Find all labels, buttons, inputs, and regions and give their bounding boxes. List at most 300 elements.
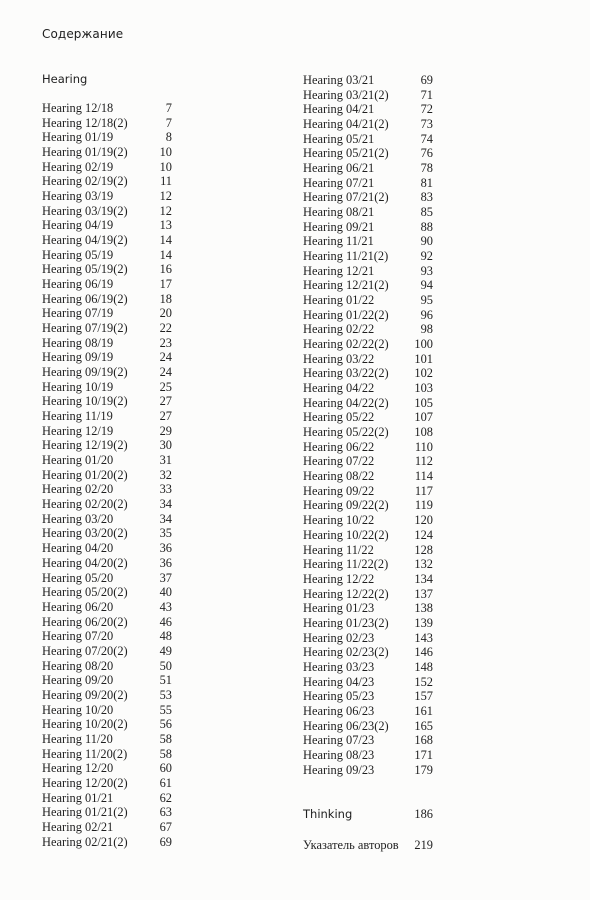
toc-entry-page: 31 [159,453,172,468]
toc-entry[interactable] [303,234,433,249]
toc-entry-page: 134 [414,571,433,586]
toc-entry-page: 35 [159,526,172,541]
toc-entry-title: Hearing 11/19 [42,409,113,424]
toc-entry-page: 24 [159,350,172,365]
toc-entry[interactable] [303,176,433,191]
toc-entry-title: Hearing 11/21(2) [303,249,389,264]
toc-entry-page: 53 [159,687,172,702]
toc-entry-title: Hearing 04/22 [303,381,375,396]
toc-entry[interactable] [303,205,433,220]
toc-entry[interactable] [42,761,172,776]
toc-entry[interactable] [42,277,172,292]
toc-entry-title: Hearing 06/19(2) [42,291,128,306]
toc-entry-page: 72 [420,102,433,117]
toc-entry-title: Hearing 05/21 [303,131,375,146]
toc-entry-page: 157 [414,689,433,704]
toc-entry-thinking[interactable] [303,807,433,822]
toc-entry-page: 128 [414,542,433,557]
toc-entry-page: 92 [420,249,433,264]
toc-entry-page: 219 [414,838,433,852]
toc-entry[interactable] [42,791,172,806]
toc-entry-page: 143 [414,630,433,645]
toc-entry[interactable] [42,189,172,204]
toc-entry[interactable] [42,673,172,688]
toc-entry-title: Hearing 10/19(2) [42,394,128,409]
toc-entry[interactable] [303,146,433,161]
toc-entry-page: 49 [159,643,172,658]
toc-entry-page: 132 [414,557,433,572]
toc-entry[interactable] [42,703,172,718]
toc-entry[interactable] [303,601,433,616]
toc-entry-page: 74 [420,131,433,146]
toc-entry-page: 81 [420,175,433,190]
toc-entry[interactable] [303,660,433,675]
toc-entry-page: 73 [420,117,433,132]
toc-entry[interactable] [303,498,433,513]
toc-entry-page: 179 [414,762,433,777]
toc-entry-page: 98 [420,322,433,337]
toc-entry[interactable] [303,381,433,396]
toc-entry-title: Hearing 01/22(2) [303,307,389,322]
toc-entry-title: Hearing 04/21(2) [303,117,389,132]
toc-entry-page: 36 [159,555,172,570]
toc-entry[interactable] [42,747,172,762]
toc-entry-page: 112 [414,454,433,469]
toc-entry-page: 10 [159,145,172,160]
toc-entry[interactable] [303,454,433,469]
toc-entry-title: Hearing 05/20 [42,570,114,585]
toc-entry-title: Hearing 09/19(2) [42,365,128,380]
toc-entry[interactable] [303,572,433,587]
toc-entry-page: 34 [159,511,172,526]
toc-entry[interactable] [303,543,433,558]
toc-column-right [303,73,433,777]
toc-entry-title: Hearing 12/22 [303,571,375,586]
toc-entry[interactable] [303,264,433,279]
toc-entry-page: 101 [414,351,433,366]
toc-entry-title: Hearing 12/18(2) [42,115,128,130]
toc-entry-title: Hearing 02/19(2) [42,174,128,189]
toc-entry-title: Hearing 10/19 [42,379,114,394]
page-header: Содержание [42,27,124,41]
toc-entry-title: Hearing 11/20(2) [42,746,128,761]
toc-entry-title: Hearing 01/19(2) [42,145,128,160]
toc-entry[interactable] [303,631,433,646]
toc-entry[interactable] [42,365,172,380]
toc-entry-title: Hearing 01/21 [42,790,114,805]
toc-entry[interactable] [303,763,433,778]
toc-entry-title: Hearing 02/22 [303,322,375,337]
toc-entry[interactable] [42,204,172,219]
toc-entry[interactable] [303,190,433,205]
toc-entry[interactable] [42,174,172,189]
toc-entry-title: Hearing 07/19 [42,306,114,321]
toc-entry[interactable] [42,233,172,248]
toc-entry[interactable] [303,645,433,660]
toc-entry[interactable] [303,161,433,176]
toc-entry-title: Hearing 05/19 [42,247,114,262]
toc-entry[interactable] [42,541,172,556]
toc-entry-page: 48 [159,629,172,644]
toc-entry-page: 105 [414,395,433,410]
toc-entry-page: 29 [159,423,172,438]
toc-entry-page: 119 [414,498,433,513]
toc-entry-page: 107 [414,410,433,425]
toc-entry-page: 25 [159,379,172,394]
toc-entry-title: Hearing 01/20 [42,453,114,468]
toc-entry[interactable] [303,117,433,132]
toc-entry-page: 138 [414,601,433,616]
toc-entry[interactable] [303,440,433,455]
toc-entry-page: 51 [159,673,172,688]
toc-entry-title: Hearing 12/21 [303,263,375,278]
toc-entry-title: Hearing 04/21 [303,102,375,117]
toc-entry-title: Hearing 09/21 [303,219,375,234]
toc-entry-authors-index[interactable] [303,838,433,853]
toc-entry[interactable] [303,689,433,704]
toc-entry[interactable] [303,425,433,440]
toc-entry-page: 120 [414,513,433,528]
toc-entry[interactable] [303,616,433,631]
toc-entry[interactable] [42,130,172,145]
toc-entry[interactable] [303,587,433,602]
toc-entry[interactable] [42,116,172,131]
toc-entry-page: 102 [414,366,433,381]
toc-entry-title: Hearing 07/19(2) [42,321,128,336]
toc-entry-title: Hearing 01/20(2) [42,467,128,482]
toc-entry-page: 96 [420,307,433,322]
toc-entry-title: Hearing 09/22(2) [303,498,389,513]
toc-entry-page: 71 [420,87,433,102]
toc-entry[interactable] [42,453,172,468]
toc-entry-page: 34 [159,497,172,512]
toc-entry-title: Hearing 03/23 [303,659,375,674]
toc-entry-title: Hearing 09/20 [42,673,114,688]
toc-entry[interactable] [42,805,172,820]
toc-entry-title: Hearing 03/20(2) [42,526,128,541]
toc-entry-page: 58 [159,746,172,761]
toc-entry[interactable] [42,526,172,541]
toc-entry[interactable] [303,132,433,147]
toc-entry[interactable] [42,482,172,497]
toc-entry[interactable] [42,438,172,453]
toc-entry-title: Hearing 04/22(2) [303,395,389,410]
toc-entry[interactable] [303,337,433,352]
toc-entry-page: 18 [159,291,172,306]
toc-entry-title: Hearing 05/19(2) [42,262,128,277]
toc-entry[interactable] [42,717,172,732]
toc-entry-page: 46 [159,614,172,629]
toc-entry[interactable] [42,571,172,586]
toc-entry-title: Hearing 06/22 [303,439,375,454]
toc-entry-page: 30 [159,438,172,453]
toc-entry[interactable] [42,688,172,703]
toc-entry-title: Hearing 09/20(2) [42,687,128,702]
toc-entry-title: Hearing 07/21 [303,175,375,190]
toc-entry[interactable] [303,675,433,690]
toc-entry[interactable] [42,497,172,512]
toc-entry-page: 61 [159,775,172,790]
toc-entry-page: 165 [414,718,433,733]
toc-entry-page: 69 [159,834,172,849]
toc-entry-page: 24 [159,365,172,380]
toc-entry[interactable] [303,528,433,543]
toc-entry-title: Hearing 01/23(2) [303,615,389,630]
toc-entry-page: 100 [414,337,433,352]
toc-entry-title: Hearing 03/21(2) [303,87,389,102]
toc-entry-page: 43 [159,599,172,614]
toc-entry-title: Hearing 04/19 [42,218,114,233]
toc-entry-title: Hearing 03/22 [303,351,375,366]
toc-entry-title: Hearing 12/20(2) [42,775,128,790]
toc-entry[interactable] [42,321,172,336]
toc-entry[interactable] [303,366,433,381]
toc-entry-page: 146 [414,645,433,660]
toc-entry[interactable] [303,484,433,499]
toc-entry[interactable] [303,410,433,425]
toc-entry-title: Hearing 03/19 [42,189,114,204]
toc-entry-title: Hearing 02/23(2) [303,645,389,660]
toc-entry-title: Hearing 08/20 [42,658,114,673]
toc-entry-page: 27 [159,394,172,409]
toc-entry-page: 62 [159,790,172,805]
toc-entry[interactable] [42,835,172,850]
toc-entry-page: 124 [414,527,433,542]
toc-entry-title: Hearing 11/22(2) [303,557,389,572]
toc-entry-title: Hearing 10/22(2) [303,527,389,542]
toc-entry[interactable] [42,306,172,321]
section-title-hearing: Hearing [42,72,88,86]
toc-entry-title: Hearing 02/21 [42,819,114,834]
toc-entry[interactable] [303,73,433,88]
toc-entry-title: Hearing 11/21 [303,234,374,249]
toc-entry-title: Hearing 05/21(2) [303,146,389,161]
toc-entry-title: Hearing 02/21(2) [42,834,128,849]
toc-entry-title: Hearing 02/23 [303,630,375,645]
toc-entry[interactable] [42,585,172,600]
toc-entry-title: Hearing 02/20 [42,482,114,497]
toc-entry-page: 7 [165,101,172,115]
toc-entry-page: 88 [420,219,433,234]
toc-entry[interactable] [42,218,172,233]
toc-entry-title: Hearing 02/19 [42,159,114,174]
toc-entry-page: 50 [159,658,172,673]
toc-entry-title: Hearing 11/22 [303,542,374,557]
toc-entry[interactable] [303,469,433,484]
toc-entry-page: 56 [159,717,172,732]
toc-entry-title: Hearing 06/23(2) [303,718,389,733]
toc-entry-title: Hearing 10/22 [303,513,375,528]
toc-entry[interactable] [42,101,172,116]
toc-entry-page: 152 [414,674,433,689]
toc-entry-title: Hearing 08/23 [303,747,375,762]
toc-entry[interactable] [303,557,433,572]
toc-column-left [42,101,172,849]
toc-entry-title: Hearing 03/21 [303,73,375,87]
toc-entry-title: Hearing 01/19 [42,130,114,145]
toc-entry[interactable] [42,262,172,277]
toc-entry-title: Hearing 09/23 [303,762,375,777]
toc-entry-title: Hearing 12/19(2) [42,438,128,453]
toc-entry[interactable] [42,145,172,160]
toc-entry-page: 110 [414,439,433,454]
toc-entry-page: 117 [414,483,433,498]
toc-entry[interactable] [42,424,172,439]
toc-entry-title: Hearing 12/20 [42,761,114,776]
toc-entry[interactable] [303,513,433,528]
toc-entry[interactable] [303,102,433,117]
toc-entry-title: Hearing 07/23 [303,733,375,748]
toc-entry[interactable] [303,733,433,748]
toc-entry[interactable] [303,704,433,719]
toc-entry-title: Thinking [303,807,353,821]
toc-entry[interactable] [303,249,433,264]
toc-entry-page: 14 [159,247,172,262]
toc-entry-page: 14 [159,233,172,248]
toc-entry-title: Hearing 03/20 [42,511,114,526]
toc-entry-page: 10 [159,159,172,174]
toc-entry[interactable] [42,615,172,630]
toc-entry-title: Hearing 08/22 [303,469,375,484]
toc-entry-title: Hearing 01/21(2) [42,805,128,820]
toc-entry-title: Hearing 03/22(2) [303,366,389,381]
toc-entry-title: Hearing 01/23 [303,601,375,616]
toc-entry-title: Hearing 07/21(2) [303,190,389,205]
toc-entry[interactable] [303,352,433,367]
toc-entry-page: 12 [159,189,172,204]
toc-entry-page: 148 [414,659,433,674]
toc-entry[interactable] [42,556,172,571]
toc-entry[interactable] [42,350,172,365]
toc-entry-page: 69 [420,73,433,87]
toc-entry[interactable] [42,732,172,747]
toc-entry-title: Hearing 02/20(2) [42,497,128,512]
toc-entry[interactable] [42,820,172,835]
toc-entry-page: 78 [420,161,433,176]
toc-entry[interactable] [303,88,433,103]
toc-entry-page: 186 [414,807,433,821]
toc-entry-page: 12 [159,203,172,218]
toc-entry[interactable] [303,293,433,308]
toc-entry-title: Hearing 06/20(2) [42,614,128,629]
toc-entry-page: 40 [159,585,172,600]
toc-entry-title: Hearing 05/20(2) [42,585,128,600]
toc-entry-page: 83 [420,190,433,205]
toc-entry[interactable] [303,220,433,235]
toc-entry-title: Hearing 06/21 [303,161,375,176]
toc-entry-title: Hearing 02/22(2) [303,337,389,352]
toc-entry-title: Hearing 04/23 [303,674,375,689]
toc-entry-page: 37 [159,570,172,585]
toc-entry-page: 103 [414,381,433,396]
toc-entry[interactable] [42,776,172,791]
toc-entry-title: Hearing 12/18 [42,101,114,115]
toc-entry-title: Hearing 09/22 [303,483,375,498]
toc-entry-page: 76 [420,146,433,161]
toc-entry[interactable] [303,278,433,293]
toc-entry-title: Hearing 05/23 [303,689,375,704]
toc-entry-title: Hearing 10/20 [42,702,114,717]
toc-entry-page: 16 [159,262,172,277]
toc-entry[interactable] [42,394,172,409]
toc-entry[interactable] [42,336,172,351]
toc-entry-title: Hearing 12/22(2) [303,586,389,601]
toc-entry-page: 27 [159,409,172,424]
toc-entry-title: Hearing 07/22 [303,454,375,469]
toc-entry[interactable] [42,644,172,659]
toc-entry-title: Hearing 09/19 [42,350,114,365]
toc-entry-page: 85 [420,205,433,220]
toc-entry-title: Hearing 04/20 [42,541,114,556]
toc-entry-title: Hearing 03/19(2) [42,203,128,218]
toc-entry-page: 171 [414,747,433,762]
toc-entry-title: Hearing 07/20(2) [42,643,128,658]
toc-entry-title: Hearing 05/22 [303,410,375,425]
toc-entry-title: Hearing 10/20(2) [42,717,128,732]
toc-entry-title: Hearing 04/19(2) [42,233,128,248]
toc-entry-title: Hearing 07/20 [42,629,114,644]
toc-entry[interactable] [42,248,172,263]
toc-entry-title: Hearing 06/20 [42,599,114,614]
toc-entry[interactable] [42,160,172,175]
toc-entry-title: Hearing 08/21 [303,205,375,220]
toc-entry-page: 108 [414,425,433,440]
toc-entry-title: Hearing 06/19 [42,277,114,292]
toc-entry-page: 95 [420,293,433,308]
toc-entry-page: 23 [159,335,172,350]
toc-entry-page: 90 [420,234,433,249]
toc-entry-page: 22 [159,321,172,336]
toc-entry[interactable] [42,629,172,644]
toc-entry-page: 8 [165,130,172,145]
toc-entry-page: 168 [414,733,433,748]
toc-entry-page: 60 [159,761,172,776]
toc-entry[interactable] [303,748,433,763]
toc-entry-page: 17 [159,277,172,292]
toc-entry-page: 55 [159,702,172,717]
toc-entry-title: Hearing 01/22 [303,293,375,308]
toc-entry-page: 137 [414,586,433,601]
toc-entry-page: 58 [159,731,172,746]
toc-entry-title: Hearing 06/23 [303,703,375,718]
toc-entry-title: Hearing 12/21(2) [303,278,389,293]
toc-entry-page: 36 [159,541,172,556]
toc-entry[interactable] [303,322,433,337]
toc-entry-page: 32 [159,467,172,482]
toc-entry[interactable] [303,396,433,411]
toc-entry[interactable] [42,600,172,615]
toc-entry[interactable] [42,380,172,395]
toc-entry-title: Hearing 12/19 [42,423,114,438]
toc-entry-page: 7 [165,115,172,130]
toc-entry[interactable] [42,512,172,527]
toc-entry-page: 161 [414,703,433,718]
toc-entry-page: 114 [414,469,433,484]
toc-entry[interactable] [42,468,172,483]
toc-entry-page: 20 [159,306,172,321]
toc-entry-title: Hearing 04/20(2) [42,555,128,570]
toc-entry-title: Hearing 11/20 [42,731,113,746]
toc-entry-title: Hearing 05/22(2) [303,425,389,440]
toc-entry[interactable] [42,409,172,424]
toc-entry[interactable] [303,308,433,323]
toc-entry[interactable] [303,719,433,734]
toc-entry-page: 11 [160,174,172,189]
toc-entry[interactable] [42,292,172,307]
toc-entry-page: 139 [414,615,433,630]
toc-entry-page: 63 [159,805,172,820]
toc-entry[interactable] [42,659,172,674]
